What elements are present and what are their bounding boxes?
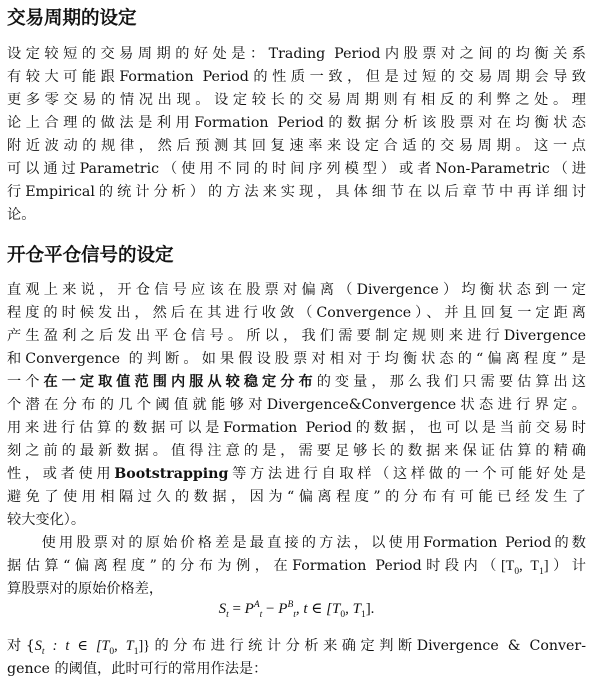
bold-emphasis: 在一定取值范围内服从较稳定分布 [43,374,317,390]
section-title-trading-period: 交易周期的设定 [7,8,137,29]
paragraph-line: 避免了使用相隔过久的数据，因为“偏离程度”的分布有可能已经发生了 [7,489,586,505]
paragraph-line: 直观上来说，开仓信号应该在股票对偏离（Divergence）均衡状态到一定 [7,282,586,298]
paragraph-line: 刻之前的最新数据。值得注意的是，需要足够长的数据来保证估算的精确 [7,443,586,459]
bold-emphasis: Bootstrapping [114,466,229,482]
paragraph-line: 设定较短的交易周期的好处是：Trading Period内股票对之间的均衡关系 [7,46,586,62]
paragraph-line [7,555,586,578]
paragraph-line: 有较大可能跟Formation Period的性质一致，但是过短的交易周期会导致 [7,69,586,85]
text-run: 对{ [7,638,35,654]
paragraph-line: 可以通过Parametric（使用不同的时间序列模型）或者Non-Parametric（进 [7,161,586,177]
paragraph-line: 较大变化）。 [7,512,86,528]
paragraph-line: gence 的阈值，此时可行的常用作法是： [7,661,268,677]
text-run: 等方法进行自取样（这样做的一个可能好处是 [228,466,586,482]
paragraph-line: 和Convergence 的判断。如果假设股票对相对于均衡状态的“偏离程度”是 [7,351,586,367]
inline-math-set: $S_t$ : t ∈ [$T_0$, $T_1$]} [34,638,150,657]
text-run: ）计 [548,558,586,574]
paragraph-line: 产生盈利之后发出平仓信号。所以，我们需要制定规则来进行Divergence [7,328,586,344]
text-run: 性，或者使用 [7,466,115,482]
paragraph-line: 使用股票对的原始价格差是最直接的方法，以使用Formation Period的数 [7,535,586,551]
text-run: 据估算“偏离程度”的分布为例，在Formation Period时段内（ [7,558,501,574]
display-equation: $S_t = P^A_t - P^B_t$, t ∈ [$T_0$, $T_1$]. [218,600,375,620]
paragraph-line: 论。 [7,207,36,223]
paragraph-line: 用来进行估算的数据可以是Formation Period的数据，也可以是当前交易时 [7,420,586,436]
text-run: 的分布进行统计分析来确定判断Divergence & Conver- [150,638,586,654]
paragraph-line [7,463,586,486]
paragraph-line: 更多零交易的情况出现。设定较长的交易周期则有相反的利弊之处。理 [7,92,586,108]
paragraph-line: 行Empirical的统计分析）的方法来实现，具体细节在以后章节中再详细讨 [7,184,586,200]
text-run: 的变量，那么我们只需要估算出这 [316,374,586,390]
text-run: 一个 [7,374,44,390]
paragraph-line [7,371,586,394]
section-title-signal-setting: 开仓平仓信号的设定 [7,245,174,266]
paragraph-line: 算股票对的原始价格差， [7,581,164,597]
paragraph-line: 附近波动的规律，然后预测其回复速率来设定合适的交易周期。这一点 [7,138,586,154]
paragraph-line: 个潜在分布的几个阈值就能够对Divergence&Convergence状态进行界定。 [7,397,586,413]
paragraph-line [7,635,586,658]
paragraph-line: 程度的时候发出，然后在其进行收敛（Convergence）、并且回复一定距离 [7,305,586,321]
inline-math-interval: [$T_0$, $T_1$] [500,558,549,577]
paragraph-line: 论上合理的做法是利用Formation Period的数据分析该股票对在均衡状态 [7,115,586,131]
